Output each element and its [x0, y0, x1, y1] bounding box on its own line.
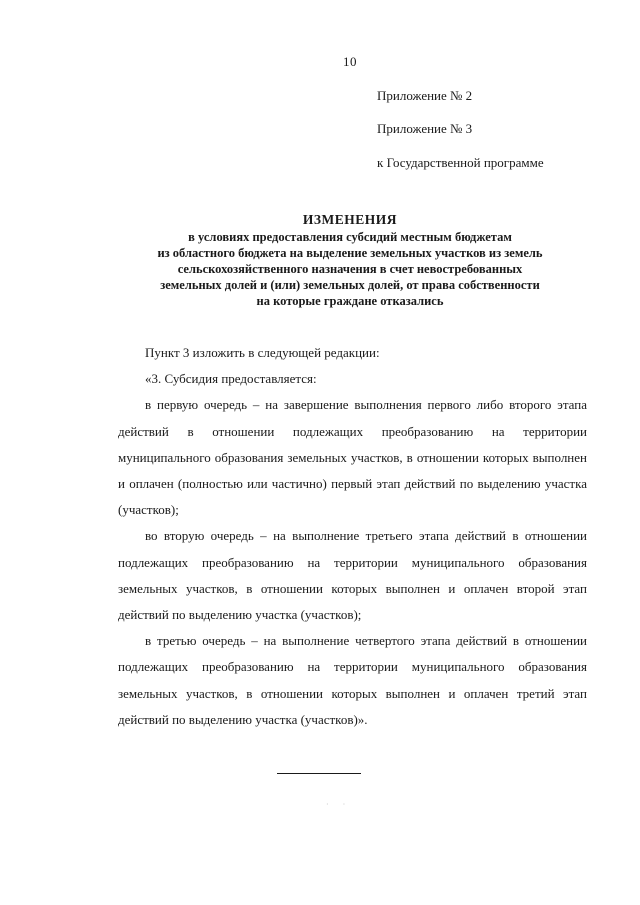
- priority-item-2: во вторую очередь – на выполнение третьего этапа действий в отношении подлежащих преобразованию на территории муниципального образования земельных участков, в отношении которых выполнен и оплачен второй этап действий по выделению участка (участков);: [118, 528, 587, 623]
- title-heading: ИЗМЕНЕНИЯ: [302, 212, 398, 227]
- title-line-3: сельскохозяйственного назначения в счет невостребованных: [177, 262, 523, 276]
- title-line-4: земельных долей и (или) земельных долей, от права собственности: [160, 278, 540, 292]
- appendix-line-3: к Государственной программе: [377, 155, 544, 170]
- priority-item-3: в третью очередь – на выполнение четвертого этапа действий в отношении подлежащих преобразованию на территории муниципального образования земельных участков, в отношении которых выполнен и оплачен третий этап действий по выделению участка (участков)».: [118, 633, 587, 727]
- closing-divider: [277, 773, 361, 774]
- title-line-5: на которые граждане отказались: [256, 294, 444, 308]
- appendix-line-2: Приложение № 3: [377, 121, 473, 136]
- scan-specks: · ·: [326, 800, 352, 809]
- page-number: 10: [343, 54, 357, 69]
- document-title: [95, 212, 605, 309]
- document-body: [118, 340, 587, 733]
- title-line-1: в условиях предоставления субсидий местным бюджетам: [188, 230, 512, 244]
- intro-paragraph: Пункт 3 изложить в следующей редакции:: [145, 345, 380, 360]
- priority-item-1: в первую очередь – на завершение выполнения первого либо второго этапа действий в отношении подлежащих преобразованию на территории муниципального образования земельных участков, в отношении которых выполнен и оплачен (полностью или частично) первый этап действий по выделению участка (участков);: [118, 397, 587, 518]
- title-line-2: из областного бюджета на выделение земельных участков из земель: [157, 246, 543, 260]
- clause-paragraph: «3. Субсидия предоставляется:: [145, 371, 317, 387]
- appendix-line-1: Приложение № 2: [377, 88, 473, 103]
